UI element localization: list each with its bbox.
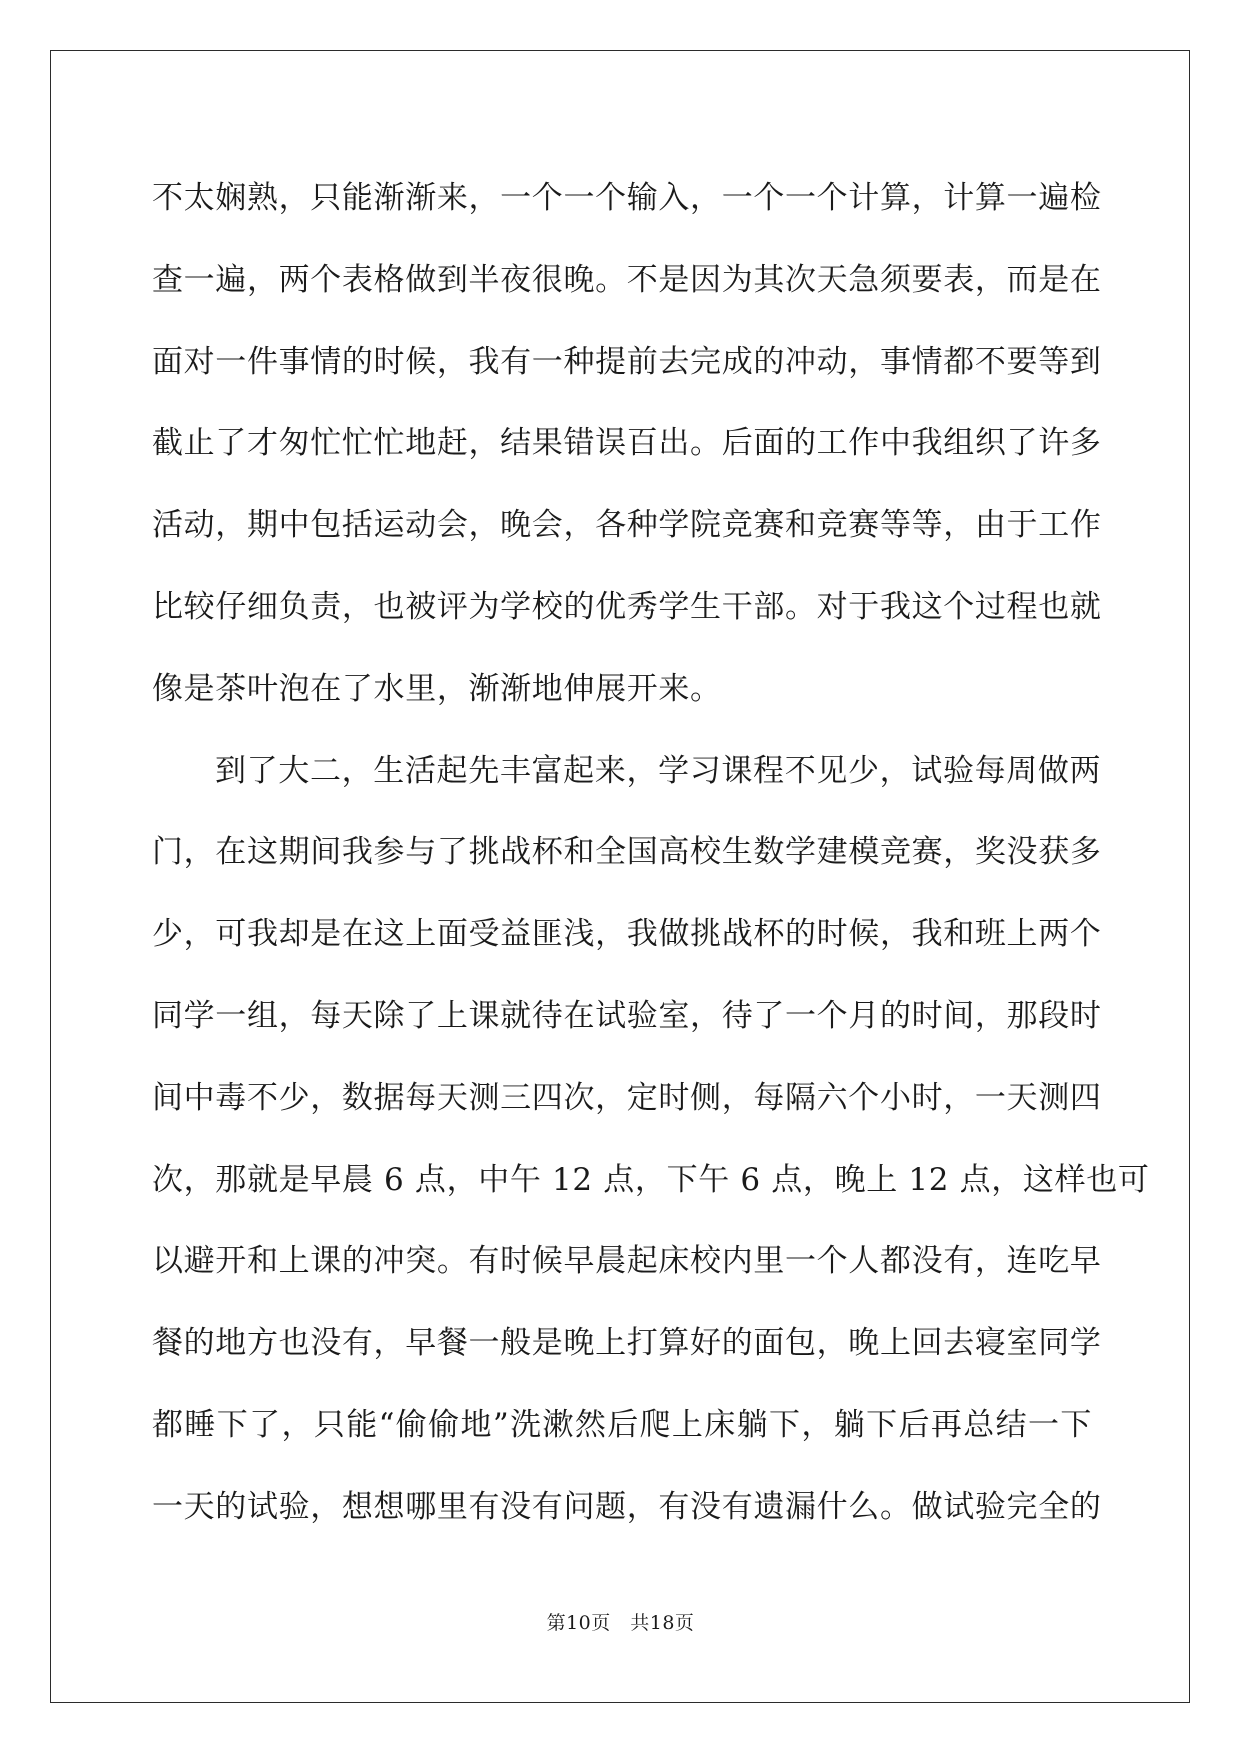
text-line: 一天的试验，想想哪里有没有问题，有没有遗漏什么。做试验完全的 bbox=[152, 1488, 1102, 1525]
text-line: 餐的地方也没有，早餐一般是晚上打算好的面包，晚上回去寝室同学 bbox=[152, 1325, 1102, 1362]
text-line-paragraph-start: 到了大二，生活起先丰富起来，学习课程不见少，试验每周做两 bbox=[215, 752, 1102, 789]
text-line: 比较仔细负责，也被评为学校的优秀学生干部。对于我这个过程也就 bbox=[152, 588, 1102, 625]
document-body bbox=[152, 158, 1150, 1549]
text-line: 门，在这期间我参与了挑战杯和全国高校生数学建模竞赛，奖没获多 bbox=[152, 834, 1102, 871]
text-line: 面对一件事情的时候，我有一种提前去完成的冲动，事情都不要等到 bbox=[152, 343, 1102, 380]
text-line: 都睡下了，只能“偷偷地”洗漱然后爬上床躺下，躺下后再总结一下 bbox=[152, 1406, 1092, 1443]
text-line: 次，那就是早晨 6 点，中午 12 点，下午 6 点，晚上 12 点，这样也可 bbox=[152, 1161, 1150, 1198]
text-line: 间中毒不少，数据每天测三四次，定时侧，每隔六个小时，一天测四 bbox=[152, 1079, 1102, 1116]
text-line: 以避开和上课的冲突。有时候早晨起床校内里一个人都没有，连吃早 bbox=[152, 1243, 1102, 1280]
text-line: 截止了才匆忙忙忙地赶，结果错误百出。后面的工作中我组织了许多 bbox=[152, 425, 1102, 462]
page-number-footer: 第10页 共18页 bbox=[546, 1612, 695, 1634]
text-line: 查一遍，两个表格做到半夜很晚。不是因为其次天急须要表，而是在 bbox=[152, 261, 1102, 298]
text-line: 活动，期中包括运动会，晚会，各种学院竞赛和竞赛等等，由于工作 bbox=[152, 507, 1102, 544]
text-line: 少，可我却是在这上面受益匪浅，我做挑战杯的时候，我和班上两个 bbox=[152, 916, 1102, 953]
text-line: 同学一组，每天除了上课就待在试验室，待了一个月的时间，那段时 bbox=[152, 997, 1102, 1034]
text-line-paragraph-end: 像是茶叶泡在了水里，渐渐地伸展开来。 bbox=[152, 670, 722, 707]
text-line: 不太娴熟，只能渐渐来，一个一个输入，一个一个计算，计算一遍检 bbox=[152, 180, 1102, 216]
